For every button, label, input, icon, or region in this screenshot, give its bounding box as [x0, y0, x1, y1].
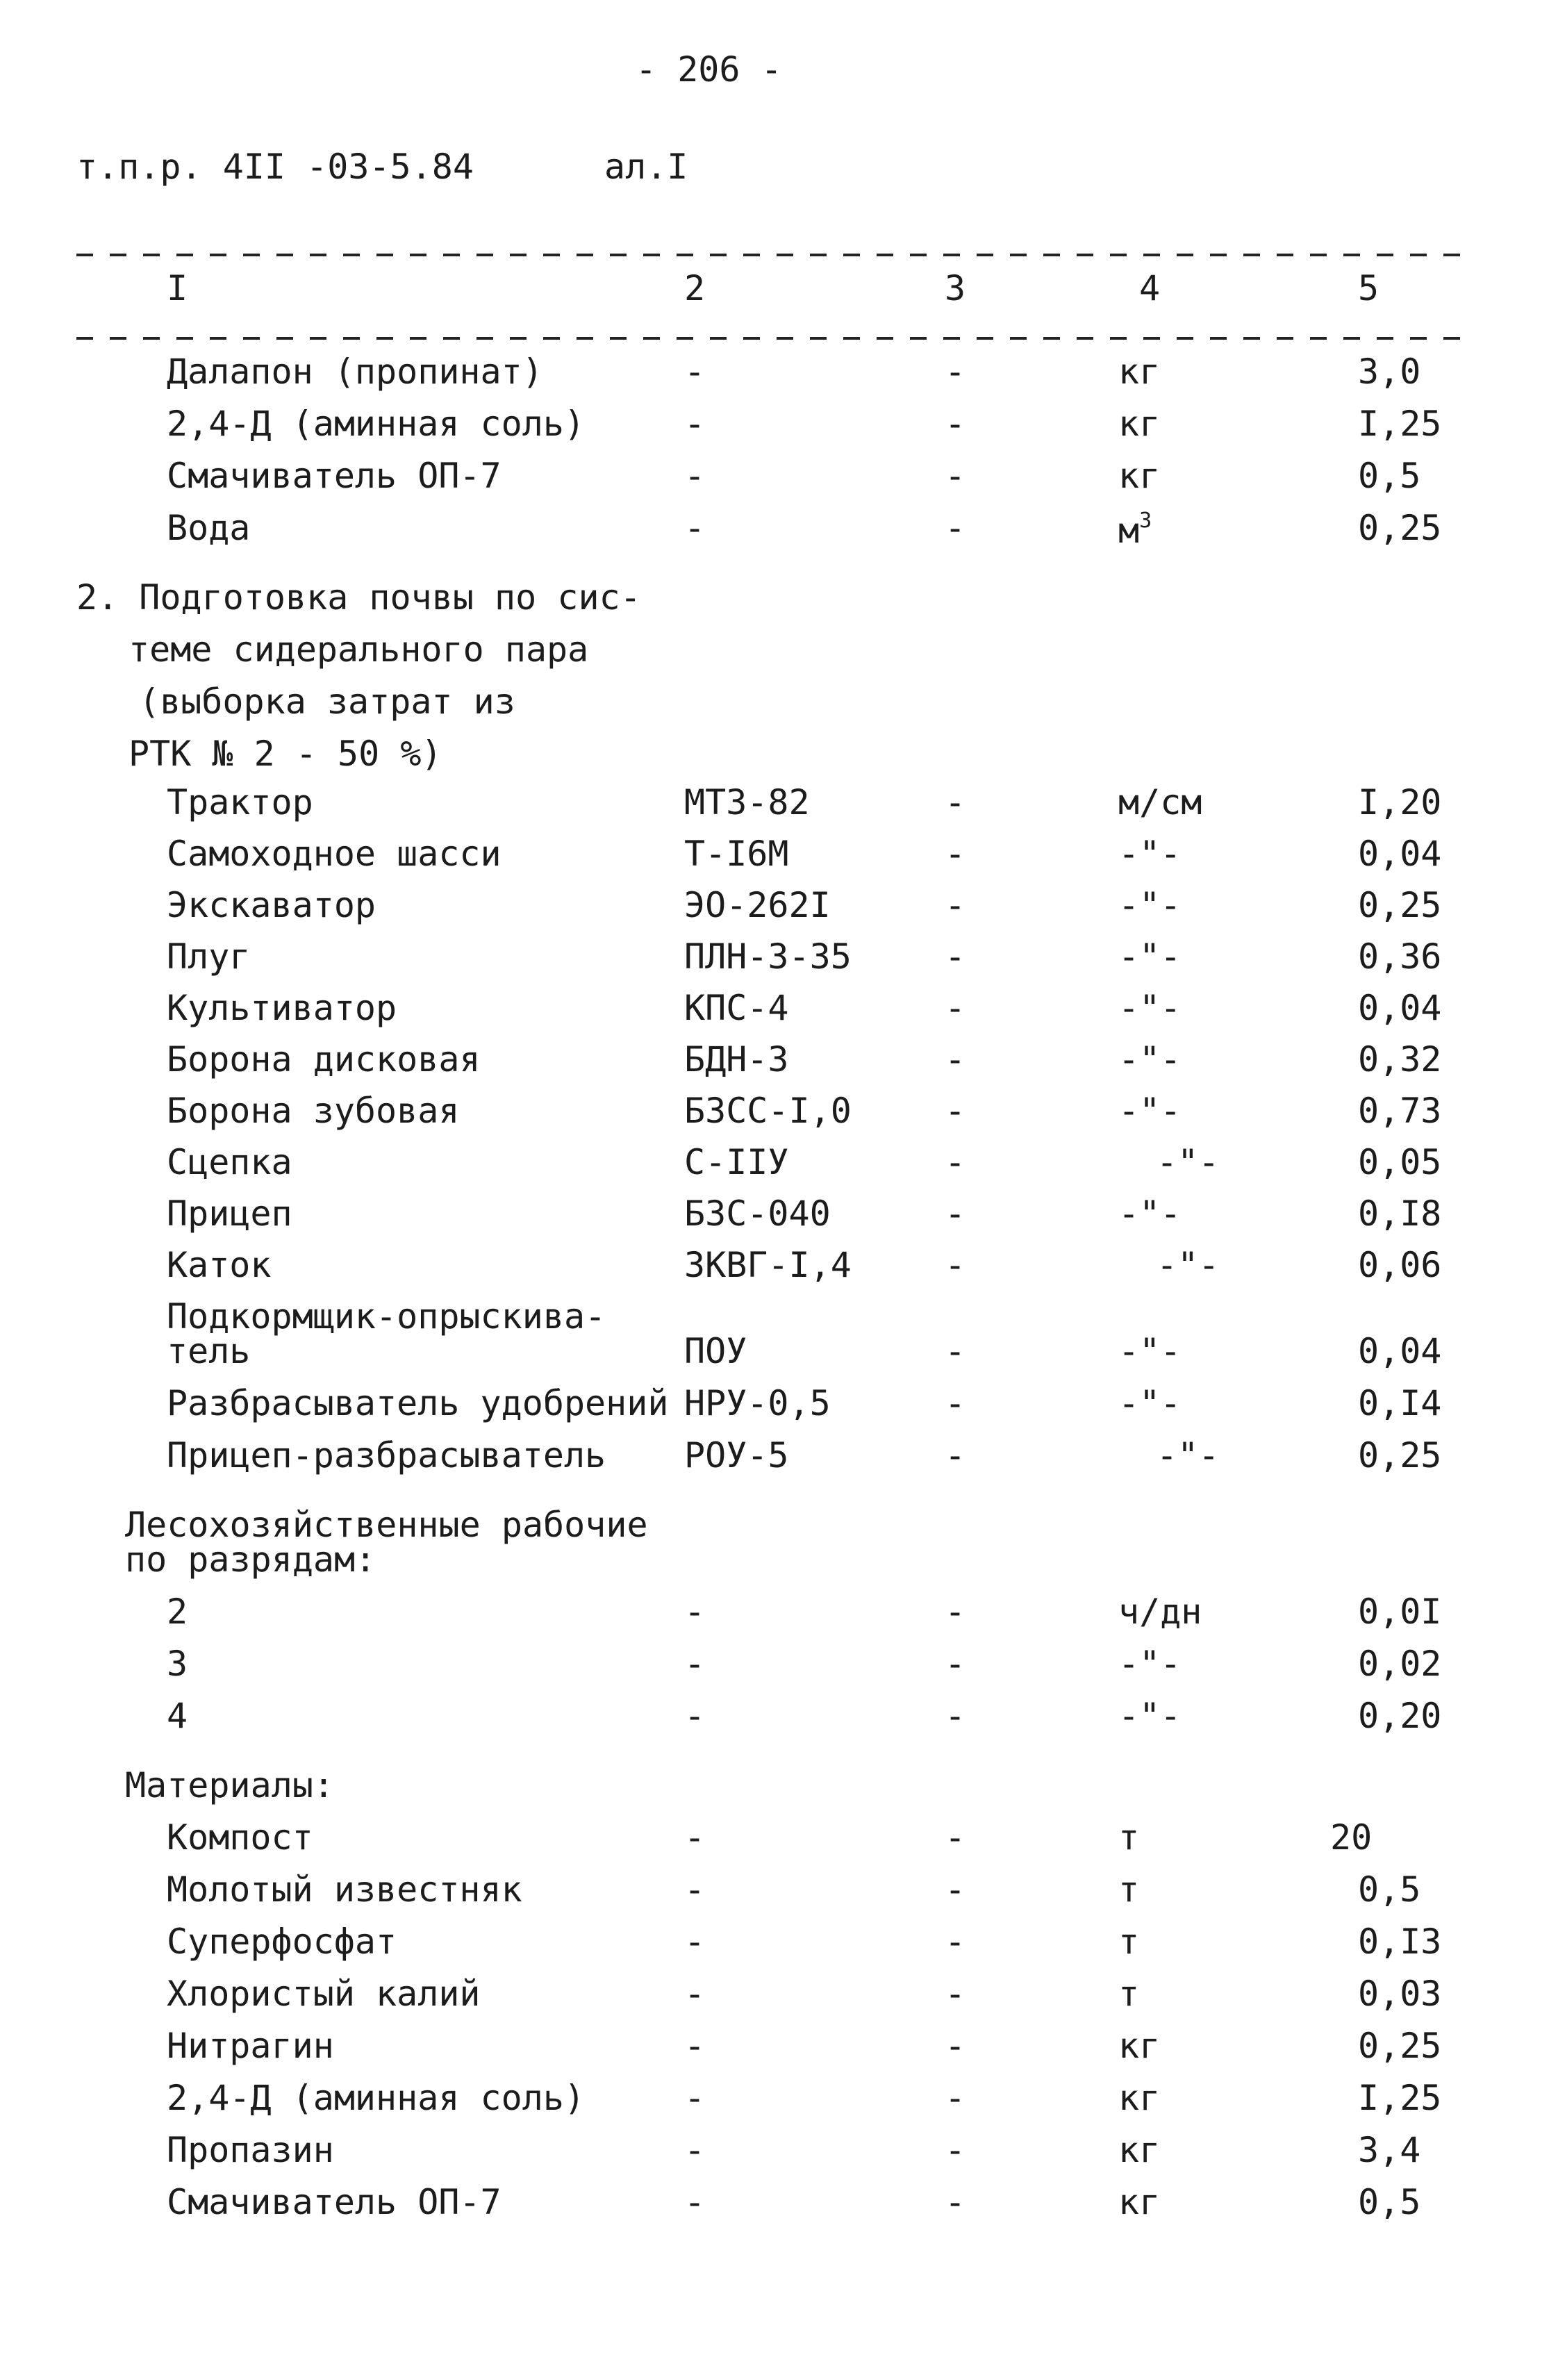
row-unit: т	[1118, 1922, 1140, 1962]
row-value: 3,4	[1358, 2130, 1421, 2170]
row-col3: -	[945, 885, 966, 925]
row-unit: -"-	[1118, 1383, 1182, 1423]
section-heading-line: (выборка затрат из	[139, 681, 515, 722]
row-name: Далапон (пропинат)	[167, 352, 543, 392]
row-col3: -	[945, 352, 966, 392]
row-unit: -"-	[1118, 1091, 1182, 1131]
table-row	[0, 936, 1558, 981]
row-col3: -	[945, 2130, 966, 2170]
row-model: ПОУ	[684, 1331, 747, 1371]
row-col2: -	[684, 1696, 706, 1736]
row-model: ЗКВГ-I,4	[684, 1245, 852, 1285]
document-reference: т.п.р. 4II -03-5.84	[76, 147, 474, 187]
row-grade: 4	[167, 1696, 188, 1736]
row-col2: -	[684, 456, 706, 496]
row-value: 0,06	[1358, 1245, 1442, 1285]
table-row	[0, 1383, 1558, 1428]
table-row	[0, 885, 1558, 929]
column-header-2: 2	[684, 268, 706, 308]
row-name: Самоходное шасси	[167, 834, 502, 874]
row-unit: -"-	[1157, 1142, 1220, 1182]
table-row	[0, 406, 1558, 448]
row-col3: -	[945, 936, 966, 977]
section-heading-line: теме сидерального пара	[129, 629, 589, 670]
table-row	[0, 2130, 1558, 2174]
page-number: - 206 -	[636, 49, 782, 90]
row-col2: -	[684, 2130, 706, 2170]
row-col3: -	[945, 1193, 966, 1234]
row-col3: -	[945, 1435, 966, 1476]
column-header-3: 3	[945, 268, 966, 308]
table-row	[0, 2078, 1558, 2122]
row-col3: -	[945, 508, 966, 548]
row-unit: кг	[1118, 352, 1161, 392]
table-row	[0, 1245, 1558, 1289]
row-col2: -	[684, 352, 706, 392]
sheet-label: ал.I	[604, 147, 688, 187]
row-col3: -	[945, 456, 966, 496]
row-name: Нитрагин	[167, 2026, 334, 2066]
row-value: 0,5	[1358, 456, 1421, 496]
row-unit: -"-	[1157, 1435, 1220, 1476]
row-value: 0,04	[1358, 988, 1442, 1028]
row-col3: -	[945, 1331, 966, 1371]
row-name: Прицеп-разбрасыватель	[167, 1435, 606, 1476]
row-value: 0,25	[1358, 1435, 1442, 1476]
row-value: 0,05	[1358, 1142, 1442, 1182]
row-value: 20	[1330, 1817, 1373, 1858]
row-col2: -	[684, 2026, 706, 2066]
row-unit: т	[1118, 1974, 1140, 2014]
row-model: КПС-4	[684, 988, 789, 1028]
row-col3: -	[945, 1142, 966, 1182]
row-unit: кг	[1118, 404, 1161, 444]
table-row	[0, 1646, 1558, 1688]
row-col2: -	[684, 2078, 706, 2118]
row-col2: -	[684, 404, 706, 444]
row-unit: -"-	[1118, 936, 1182, 977]
row-unit: -"-	[1157, 1245, 1220, 1285]
row-col3: -	[945, 1383, 966, 1423]
row-name: Смачиватель ОП-7	[167, 456, 502, 496]
materials-heading: Материалы:	[125, 1765, 335, 1805]
table-row	[0, 1869, 1558, 1914]
row-col3: -	[945, 1245, 966, 1285]
row-value: 0,5	[1358, 2182, 1421, 2222]
row-value: 3,0	[1358, 352, 1421, 392]
row-name: Пропазин	[167, 2130, 334, 2170]
row-unit	[1118, 509, 1152, 551]
row-name: Прицеп	[167, 1193, 292, 1234]
row-unit: м/см	[1118, 782, 1202, 823]
unit-base: м	[1118, 511, 1140, 551]
row-name: Суперфосфат	[167, 1922, 397, 1962]
row-model: БДН-3	[684, 1039, 789, 1080]
row-value: I,25	[1358, 404, 1442, 444]
row-unit: т	[1118, 1869, 1140, 1910]
table-row	[0, 1093, 1558, 1135]
row-model: БЗС-040	[684, 1193, 831, 1234]
table-row	[0, 1817, 1558, 1862]
table-row	[0, 988, 1558, 1032]
row-unit: кг	[1118, 2026, 1161, 2066]
row-name: Борона дисковая	[167, 1039, 481, 1080]
row-value: 0,73	[1358, 1091, 1442, 1131]
row-unit: т	[1118, 1817, 1140, 1858]
row-unit: -"-	[1118, 1193, 1182, 1234]
row-col3: -	[945, 834, 966, 874]
row-name: Хлористый калий	[167, 1974, 481, 2014]
row-unit: -"-	[1118, 1039, 1182, 1080]
row-name: Молотый известняк	[167, 1869, 522, 1910]
row-name: Культиватор	[167, 988, 397, 1028]
row-name: 2,4-Д (аминная соль)	[167, 404, 586, 444]
table-row	[0, 1594, 1558, 1636]
row-col3: -	[945, 1644, 966, 1684]
row-unit: ч/дн	[1118, 1592, 1202, 1632]
row-unit: -"-	[1118, 1696, 1182, 1736]
row-model: С-IIУ	[684, 1142, 789, 1182]
table-row	[0, 1924, 1558, 1966]
workers-heading-line: Лесохозяйственные рабочие	[125, 1505, 648, 1545]
table-row	[0, 836, 1558, 878]
row-col2: -	[684, 508, 706, 548]
row-name: Каток	[167, 1245, 272, 1285]
row-value: 0,0I	[1358, 1592, 1442, 1632]
row-name: 2,4-Д (аминная соль)	[167, 2078, 586, 2118]
row-value: 0,03	[1358, 1974, 1442, 2014]
row-col3: -	[945, 1592, 966, 1632]
table-row	[0, 1331, 1558, 1375]
row-name: Смачиватель ОП-7	[167, 2182, 502, 2222]
row-col3: -	[945, 1696, 966, 1736]
workers-heading-line: по разрядам:	[125, 1539, 376, 1580]
table-row	[0, 458, 1558, 500]
row-col2: -	[684, 1644, 706, 1684]
row-col3: -	[945, 1869, 966, 1910]
table-row	[0, 1976, 1558, 2018]
row-model: ПЛН-3-35	[684, 936, 852, 977]
row-value: I,25	[1358, 2078, 1442, 2118]
section-heading-line: РТК № 2 - 50 %)	[129, 734, 442, 774]
row-col2: -	[684, 1817, 706, 1858]
table-row	[0, 354, 1558, 396]
row-value: 0,25	[1358, 885, 1442, 925]
row-model: ЭО-262I	[684, 885, 831, 925]
table-top-rule	[76, 254, 1466, 256]
row-unit: -"-	[1118, 988, 1182, 1028]
row-name: Борона зубовая	[167, 1091, 460, 1131]
row-name: Вода	[167, 508, 251, 548]
row-name-line1: Подкормщик-опрыскива-	[167, 1296, 606, 1337]
section-heading-line: 2. Подготовка почвы по сис-	[76, 577, 641, 618]
table-row	[0, 1193, 1558, 1238]
row-unit: кг	[1118, 456, 1161, 496]
row-name-line2: тель	[167, 1331, 251, 1371]
row-col3: -	[945, 1922, 966, 1962]
row-value: 0,02	[1358, 1644, 1442, 1684]
table-row	[0, 1142, 1558, 1187]
table-row	[0, 782, 1558, 827]
unit-superscript: 3	[1139, 509, 1152, 533]
row-model: МТЗ-82	[684, 782, 810, 823]
row-name: Компост	[167, 1817, 313, 1858]
row-col2: -	[684, 2182, 706, 2222]
row-unit: кг	[1118, 2182, 1161, 2222]
row-col2: -	[684, 1592, 706, 1632]
row-name: Разбрасыватель удобрений	[167, 1383, 669, 1423]
row-value: 0,25	[1358, 2026, 1442, 2066]
row-unit: кг	[1118, 2078, 1161, 2118]
row-col3: -	[945, 1974, 966, 2014]
table-header-rule	[76, 337, 1466, 340]
row-col3: -	[945, 2026, 966, 2066]
row-name: Трактор	[167, 782, 313, 823]
table-row	[0, 1435, 1558, 1480]
row-col2: -	[684, 1974, 706, 2014]
row-value: 0,I8	[1358, 1193, 1442, 1234]
row-col3: -	[945, 1039, 966, 1080]
table-row	[0, 2028, 1558, 2070]
row-value: 0,36	[1358, 936, 1442, 977]
row-grade: 3	[167, 1644, 188, 1684]
column-header-5: 5	[1358, 268, 1379, 308]
row-col3: -	[945, 404, 966, 444]
row-model: БЗСС-I,0	[684, 1091, 852, 1131]
row-unit: кг	[1118, 2130, 1161, 2170]
row-grade: 2	[167, 1592, 188, 1632]
row-value: 0,04	[1358, 1331, 1442, 1371]
row-value: 0,5	[1358, 1869, 1421, 1910]
row-model: НРУ-0,5	[684, 1383, 831, 1423]
row-col3: -	[945, 782, 966, 823]
row-model: РОУ-5	[684, 1435, 789, 1476]
row-name: Экскаватор	[167, 885, 376, 925]
row-col3: -	[945, 2182, 966, 2222]
row-unit: -"-	[1118, 1644, 1182, 1684]
row-unit: -"-	[1118, 834, 1182, 874]
row-value: 0,I4	[1358, 1383, 1442, 1423]
row-value: I,20	[1358, 782, 1442, 823]
row-value: 0,20	[1358, 1696, 1442, 1736]
row-value: 0,I3	[1358, 1922, 1442, 1962]
row-unit: -"-	[1118, 1331, 1182, 1371]
row-col3: -	[945, 1091, 966, 1131]
table-row	[0, 1039, 1558, 1084]
row-col2: -	[684, 1922, 706, 1962]
row-value: 0,04	[1358, 834, 1442, 874]
row-col3: -	[945, 1817, 966, 1858]
row-col3: -	[945, 2078, 966, 2118]
row-value: 0,25	[1358, 508, 1442, 548]
column-header-1: I	[167, 268, 188, 308]
column-header-4: 4	[1139, 268, 1161, 308]
row-name: Сцепка	[167, 1142, 292, 1182]
row-col2: -	[684, 1869, 706, 1910]
row-name: Плуг	[167, 936, 251, 977]
row-col3: -	[945, 988, 966, 1028]
table-row	[0, 1696, 1558, 1740]
table-row	[0, 2182, 1558, 2226]
row-model: Т-I6М	[684, 834, 789, 874]
row-unit: -"-	[1118, 885, 1182, 925]
row-value: 0,32	[1358, 1039, 1442, 1080]
table-row	[0, 508, 1558, 552]
